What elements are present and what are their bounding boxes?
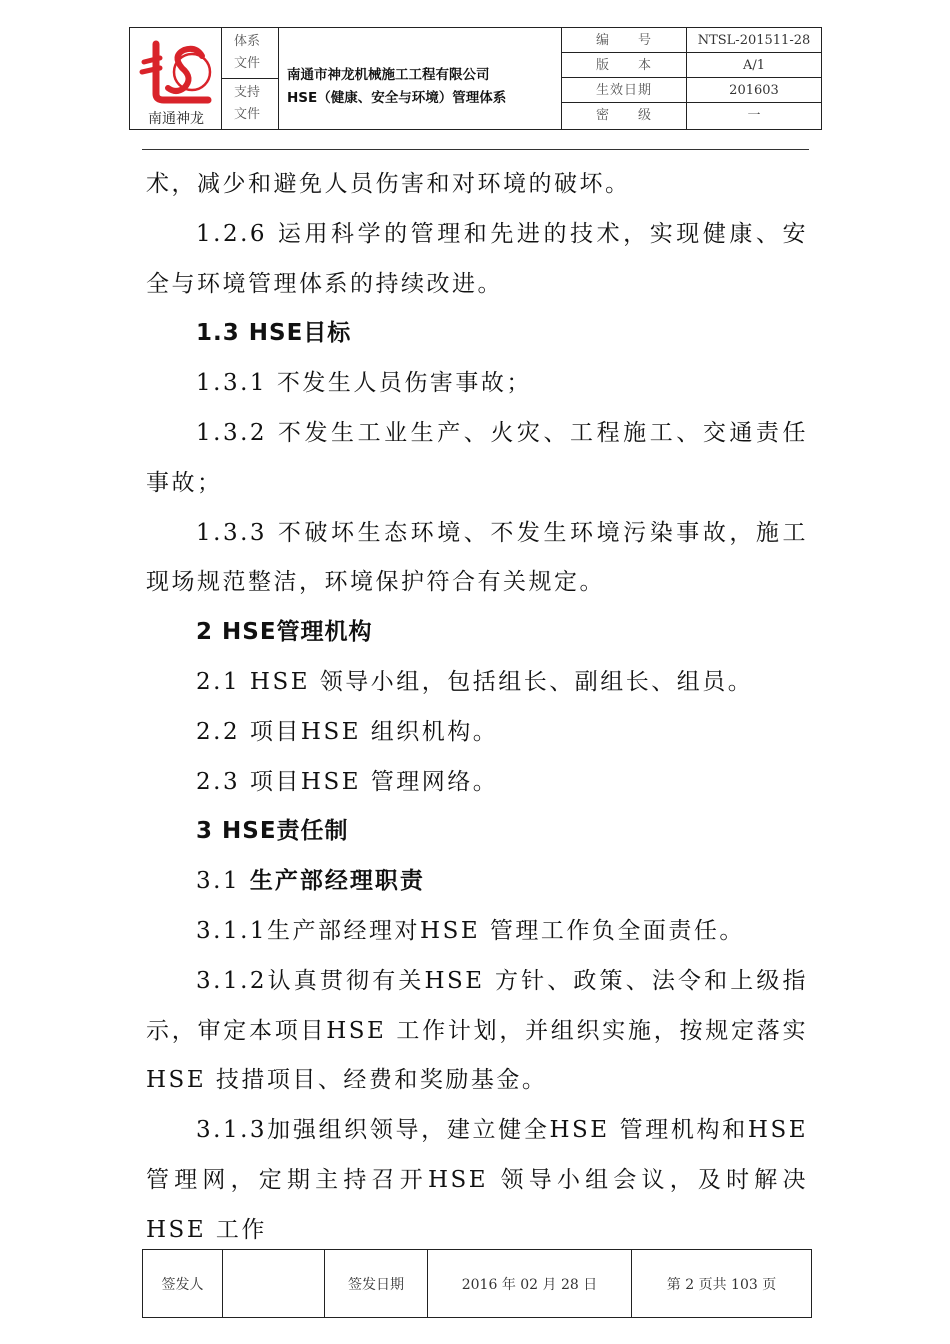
company-name: 南通市神龙机械施工工程有限公司	[287, 67, 490, 83]
paragraph: 1.3.1 不发生人员伤害事故；	[196, 370, 532, 397]
doc-type-label: 支持 文件	[234, 85, 261, 122]
meta-value-effective-date: 201603	[687, 78, 821, 103]
paragraph: 1.3.2 不发生工业生产、火灾、工程施工、交通责任事故；	[146, 419, 808, 496]
logo-caption: 南通神龙	[148, 111, 204, 127]
paragraph: 2.2 项目HSE 组织机构。	[196, 718, 499, 745]
section-heading: 2 HSE管理机构	[196, 619, 373, 646]
document-footer	[142, 1249, 812, 1318]
paragraph: 1.2.6 运用科学的管理和先进的技术，实现健康、安全与环境管理体系的持续改进。	[146, 220, 808, 297]
system-name: HSE（健康、安全与环境）管理体系	[287, 90, 507, 106]
meta-label-version: 版 本	[562, 53, 687, 78]
company-logo	[130, 28, 222, 129]
section-heading: 1.3 HSE目标	[196, 320, 352, 347]
paragraph: 2.1 HSE 领导小组，包括组长、副组长、组员。	[196, 668, 754, 695]
page-info: 第 2 页共 103 页	[666, 1276, 777, 1293]
paragraph: 3.1.3加强组织领导，建立健全HSE 管理机构和HSE 管理网，定期主持召开HSE 领导小组会议，及时解决HSE 工作	[146, 1117, 808, 1243]
document-body	[146, 160, 808, 1256]
meta-value-number: NTSL-201511-28	[687, 28, 821, 53]
subsection-number: 3.1	[196, 868, 250, 895]
issue-date-value: 2016 年 02 月 28 日	[428, 1250, 632, 1317]
document-header	[129, 27, 822, 130]
paragraph: 术，减少和避免人员伤害和对环境的破坏。	[146, 171, 631, 197]
header-divider	[142, 149, 809, 150]
paragraph: 2.3 项目HSE 管理网络。	[196, 768, 499, 795]
paragraph: 1.3.3 不破坏生态环境、不发生环境污染事故，施工现场规范整洁，环境保护符合有关规定。	[146, 519, 808, 596]
meta-value-version: A/1	[687, 53, 821, 78]
meta-value-security-level: 一	[747, 108, 761, 123]
meta-label-effective-date: 生效日期	[562, 78, 687, 103]
paragraph: 3.1.1生产部经理对HSE 管理工作负全面责任。	[196, 917, 745, 944]
issue-date-label: 签发日期	[325, 1250, 428, 1317]
logo-mark-icon	[138, 38, 214, 108]
doc-type-system-file	[222, 28, 279, 79]
issuer-label: 签发人	[143, 1250, 223, 1317]
issuer-value	[223, 1250, 325, 1317]
doc-type-label: 体系 文件	[234, 34, 261, 71]
doc-type-support-file	[222, 79, 279, 129]
section-heading: 3 HSE责任制	[196, 818, 349, 845]
meta-label-security-level: 密 级	[562, 103, 687, 129]
meta-label-number: 编 号	[562, 28, 687, 53]
subsection-heading	[146, 857, 808, 907]
paragraph: 3.1.2认真贯彻有关HSE 方针、政策、法令和上级指示，审定本项目HSE 工作计划，并组织实施，按规定落实HSE 技措项目、经费和奖励基金。	[146, 967, 808, 1094]
company-title-cell	[279, 28, 562, 129]
subsection-title: 生产部经理职责	[249, 868, 425, 895]
